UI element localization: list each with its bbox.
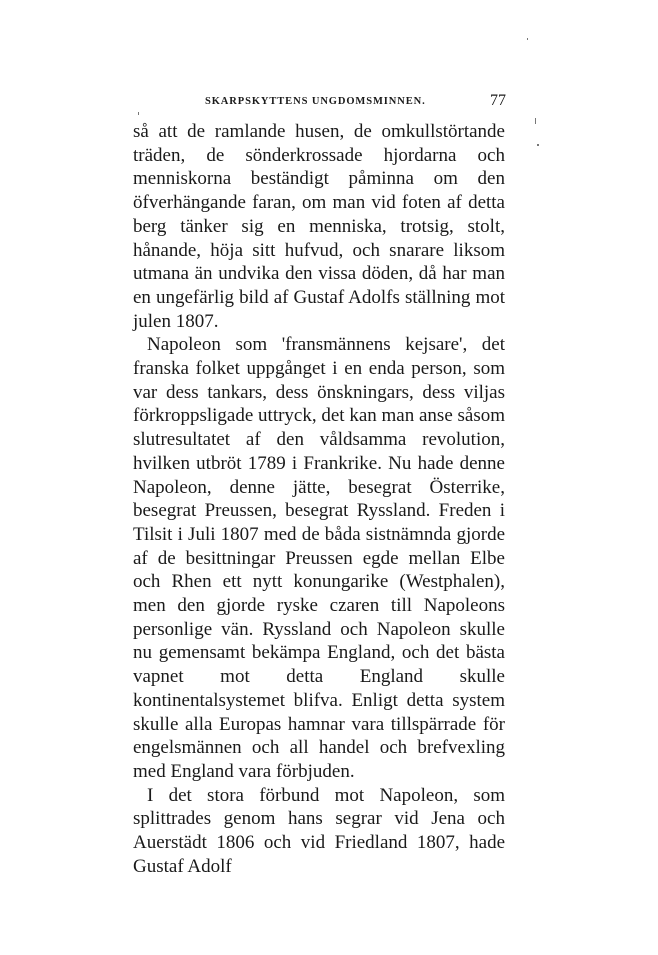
body-text xyxy=(133,120,505,879)
scan-speck xyxy=(535,118,536,124)
paragraph-napoleon: Napoleon som 'fransmännens kejsare', det franska folket uppgånget i en enda person, som var dess tankars, dess önskningars, dess viljas förkroppsligade uttryck, det kan man anse såsom slutresultatet af den våldsamma revolution, hvilken utbröt 1789 i Frankrike. Nu hade denne Napoleon, denne jätte, besegrat Österrike, besegrat Preussen, besegrat Ryssland. Freden i Tilsit i Juli 1807 med de båda sistnämnda gjorde af de besittningar Preussen egde mellan Elbe och Rhen ett nytt konungarike (Westphalen), men den gjorde ryske czaren till Napoleons personlige vän. Ryssland och Napoleon skulle nu gemensamt bekämpa England, och det bästa vapnet mot detta England skulle kontinentalsystemet blifva. Enligt detta system skulle alla Europas hamnar vara tillspärrade för engelsmännen och all handel och brefvexling med England vara förbjuden. xyxy=(133,334,505,782)
scan-speck xyxy=(527,38,528,40)
scan-speck xyxy=(138,112,139,115)
scan-speck xyxy=(537,144,539,146)
paragraph-alliance: I det stora förbund mot Napoleon, som splittrades genom hans segrar vid Jena och Auerstädt 1806 och vid Friedland 1807, hade Gustaf Adolf xyxy=(133,784,505,877)
running-header xyxy=(0,92,658,112)
page-number: 77 xyxy=(490,92,506,109)
paragraph-continued: så att de ramlande husen, de omkullstörtande träden, de sönderkrossade hjordarna och menniskorna beständigt påminna om den öfverhängande faran, om man vid foten af detta berg tänker sig en menniska, trotsig, stolt, hånande, höja sitt hufvud, och snarare liksom utmana än undvika den vissa döden, då har man en ungefärlig bild af Gustaf Adolfs ställning mot julen 1807. xyxy=(133,121,505,332)
running-title: SKARPSKYTTENS UNGDOMSMINNEN. xyxy=(205,96,426,107)
